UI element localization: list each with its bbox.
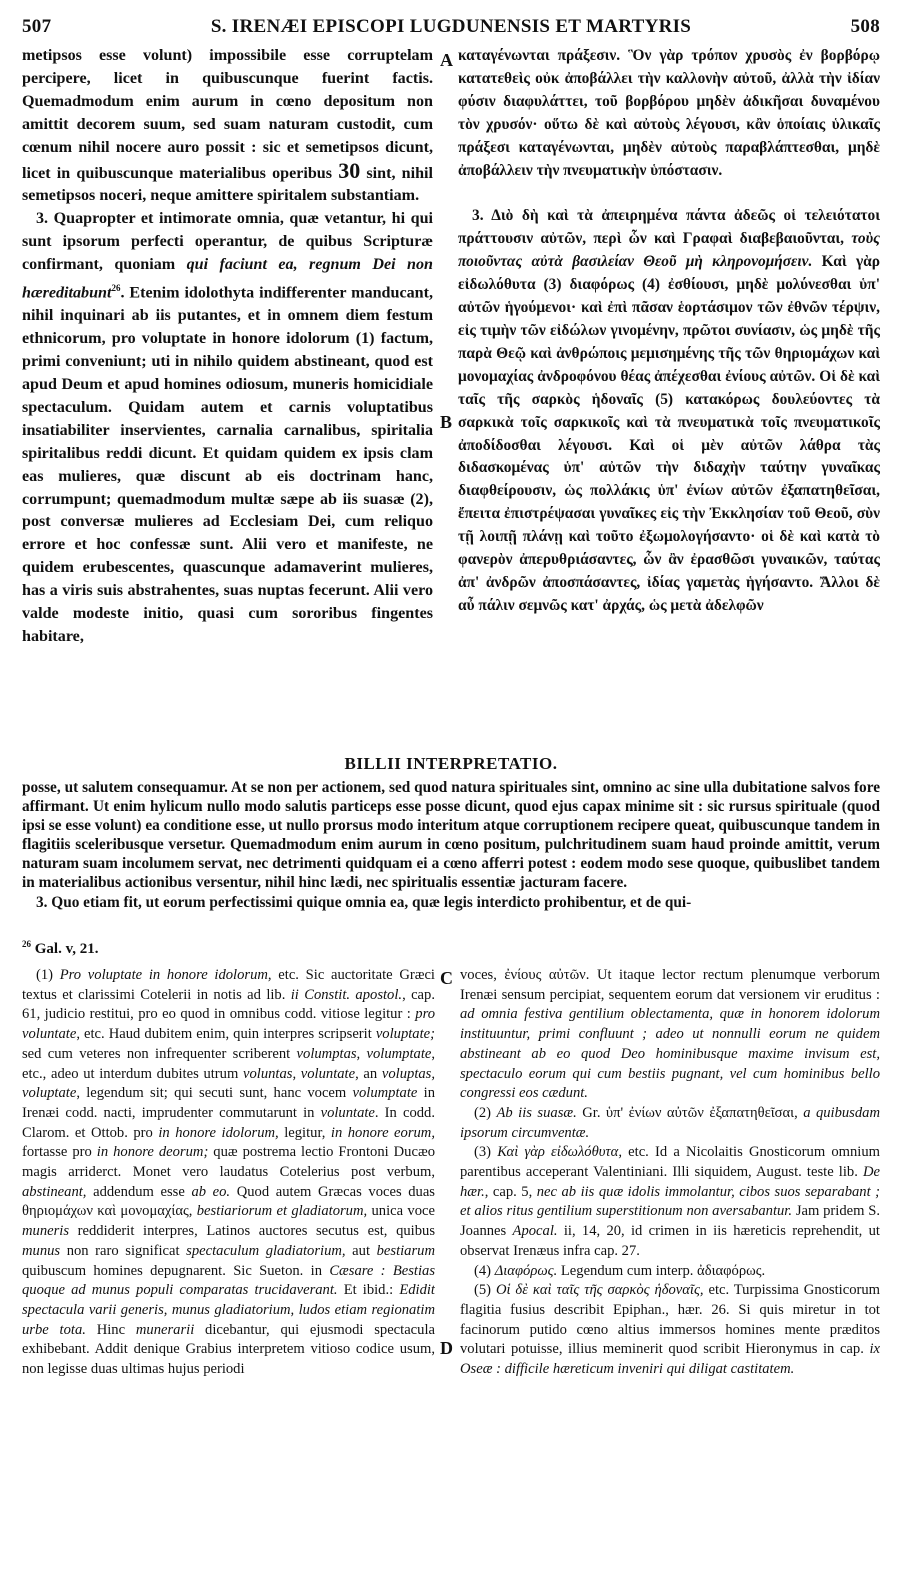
margin-marker-b: B	[440, 412, 453, 432]
note-1-text: Hinc	[96, 1321, 126, 1338]
note-5-lemma: Οἱ δὲ καὶ ταῖς τῆς σαρκὸς ἡδοναῖς,	[495, 1282, 704, 1299]
page-number-left: 507	[22, 16, 52, 37]
note-1-text: abstineant,	[22, 1183, 87, 1200]
notes-left-column	[22, 966, 435, 1526]
bilii-text	[22, 778, 880, 912]
note-2-lemma: Ab iis suasæ.	[496, 1104, 577, 1121]
note-1-text: addendum esse	[93, 1183, 185, 1200]
note-1-text: spectaculum gladiatorium,	[186, 1242, 346, 1259]
note-4-number: (4)	[474, 1262, 492, 1279]
note-1-text: legitur,	[284, 1124, 326, 1141]
note-1-text: . In codd. Clarom. et Ottob. pro	[22, 1104, 435, 1141]
greek-paragraph-2	[458, 205, 880, 617]
note-1-text: muneris	[22, 1223, 70, 1240]
note-1-text: pro voluntate	[22, 1006, 435, 1043]
bilii-paragraph-2: 3. Quo etiam fit, ut eorum perfectissimi quique omnia ea, quæ legis interdicto prohibentur, et de qui-	[36, 893, 692, 911]
note-5-number: (5)	[474, 1282, 492, 1299]
greek-column	[458, 45, 880, 751]
greek-scripture-quote: τοὺς ποιοῦντας αὐτὰ βασιλείαν Θεοῦ μὴ κληρονομήσειν.	[458, 230, 880, 271]
note-1-cont-text: ἐνίους αὐτῶν.	[504, 967, 590, 983]
note-4-text: Legendum cum interp. ἀδιαφόρως.	[560, 1262, 766, 1279]
running-header	[22, 16, 880, 44]
note-1-text: voluptate;	[375, 1026, 435, 1043]
note-1-text: quibuscum homines depugnarent. Sic Sueton. in	[22, 1262, 322, 1279]
note-3-text: De hær.	[460, 1164, 880, 1200]
note-1-text: unica voce	[371, 1203, 435, 1220]
latin-p1-text-b: sint, nihil semetipsos noceri, neque amittere spiritalem substantiam.	[22, 164, 433, 205]
note-1-text: in honore idolorum,	[158, 1124, 279, 1141]
note-1-text: , legendum sit; qui secuti sunt, hanc vocem	[76, 1085, 347, 1102]
latin-paragraph-1	[22, 45, 433, 208]
note-2-number: (2)	[474, 1104, 492, 1121]
note-1-text: dicebantur, qui ejusmodi spectacula exhibebant. Addit denique Grabius interpretem vitioso codice usum, non legisse duas ultimas hujus periodi	[22, 1321, 435, 1378]
bilii-footnote	[22, 939, 99, 958]
latin-footnote-ref: 26	[111, 283, 121, 294]
bilii-heading: BILLII INTERPRETATIO.	[344, 754, 558, 773]
latin-scripture-quote: qui faciunt ea, regnum Dei non hæreditabunt	[22, 256, 433, 302]
running-title: S. IRENÆI EPISCOPI LUGDUNENSIS ET MARTYRIS	[210, 16, 692, 37]
note-4-lemma: Διαφόρως.	[494, 1262, 558, 1279]
note-5	[460, 1281, 880, 1380]
note-1-text: etc. Sic auctoritate Græci textus et clarissimi Cotelerii in notis ad lib.	[22, 967, 435, 1003]
note-3-text: ii, 14, 20, id crimen in iis hæreticis reprehendit, ut observat Irenæus infra cap. 27.	[460, 1223, 880, 1259]
note-1-text: voluptas, voluptate	[22, 1065, 435, 1102]
margin-marker-c: C	[440, 968, 453, 988]
note-3-number: (3)	[474, 1144, 492, 1161]
greek-p2-text-b: Καὶ γὰρ εἰδωλόθυτα (3) διαφόρως (4) ἐσθίουσι, μηδὲ μολύνεσθαι ὑπ' αὐτῶν ἡγούμενοι· καὶ ἐπὶ πᾶσαν ἑορτάσιμον τῶν ἐθνῶν τέρψιν, εἰς τιμὴν τῶν εἰδώλων γινομένην, πρῶτοι συνίασιν, ὡς μηδὲ τῆς παρὰ Θεῷ καὶ ἀνθρώποις μεμισημένης τῆς τῶν θηριομάχων καὶ μονομαχίας ἀνδροφόνου θέας ἀπέχεσθαι ἐνίους αὐτῶν. Οἱ δὲ καὶ ταῖς τῆς σαρκὸς ἡδοναῖς (5) κατακόρως δουλεύοντες τὰ σαρκικὰ τοῖς σαρκικοῖς καὶ τὰ πνευματικὰ τοῖς πνευματικοῖς ἀποδίδοσθαι λέγουσι. Καὶ οἱ μὲν αὐτῶν λάθρα τὰς διδασκομένας ὑπ' αὐτῶν τὴν διδαχὴν ταύτην γυναῖκας διαφθείρουσιν, ὡς πολλάκις ὑπ' ἐνίων αὐτῶν ἐξαπατηθεῖσαι, ἔπειτα ἐπιστρέψασαι γυναῖκες εἰς τὴν Ἐκκλησίαν τοῦ Θεοῦ, σὺν τῇ λοιπῇ πλάνῃ καὶ τοῦτο ἐξωμολογήσαντο· οἱ δὲ καὶ κατὰ τὸ φανερὸν ἀπερυθριάσαντες, ὧν ἂν ἐρασθῶσι γυναικῶν, ταύτας ἀπ' ἀνδρῶν ἀποσπάσαντες, ἰδίας γαμετὰς ἡγήσαντο. Ἄλλοι δὲ αὖ πάλιν σεμνῶς κατ' ἀρχάς, ὡς μετὰ ἀδελφῶν	[458, 253, 880, 614]
note-1-text: voluntate	[320, 1104, 375, 1121]
bilii-footnote-text: Gal. v, 21.	[34, 941, 99, 957]
note-1-cont-text: ad omnia festiva gentilium oblectamenta, quæ in honorem idolorum instituuntur, primi confluunt ; adeo ut nonnulli eorum ne quidem abstineant ab eo quod Deo hominibusque maxime invisum est, spectaculo eorum qui cum bestiis pugnant, vel cum hominibus bello congressi eos cædunt.	[460, 1006, 880, 1102]
note-1-text: ii Constit. apostol.	[290, 986, 403, 1003]
note-1-lemma: Pro voluptate in honore idolorum,	[59, 967, 272, 983]
note-1-text: non raro significat	[66, 1242, 180, 1259]
note-1-text: volumptate	[352, 1085, 418, 1102]
note-2	[460, 1104, 880, 1143]
note-5-text: ix Oseæ : difficile hæreticum inveniri qui diligat castitatem.	[460, 1341, 880, 1378]
note-1-text: volumptas, volumptate	[296, 1045, 432, 1062]
note-1	[22, 966, 435, 1380]
note-1-text: bestiarum	[376, 1242, 435, 1259]
margin-marker-d: D	[440, 1338, 453, 1358]
note-1-cont-text: Ut itaque lector rectum plenumque verborum Irenæi sensum percipiat, sequentem eorum dat versionem vir eruditus :	[460, 967, 880, 1003]
latin-column	[22, 45, 433, 751]
note-1-text: in Irenæi codd. nacti, imprudenter commutarunt in	[22, 1085, 435, 1121]
note-1-text: in honore eorum,	[330, 1124, 435, 1141]
note-2-text: Gr. ὑπ' ἐνίων αὐτῶν ἐξαπατηθεῖσαι,	[582, 1104, 798, 1121]
note-1-continuation	[460, 966, 880, 1104]
notes-right-column	[460, 966, 880, 1526]
note-3-text: , cap. 5,	[484, 1183, 533, 1200]
greek-p2-text-a: 3. Διὸ δὴ καὶ τὰ ἀπειρημένα πάντα ἀδεῶς οἱ τελειότατοι πράττουσιν αὐτῶν, περὶ ὧν καὶ Γραφαὶ διαβεβαιοῦνται,	[458, 207, 880, 248]
bilii-paragraph-1: posse, ut salutem consequamur. At se non per actionem, sed quod natura spirituales sint, omnino ac sine ulla dubitatione salvos fore affirmant. Ut enim hylicum nullo modo salutis particeps esse posse dicunt, quod ejus capax minime sit : sic rursus spirituale (quod ipsi se esse volunt) ea conditione esse, ut nullo prorsus modo interitum atque corruptionem recipere queat, quibuscunque tandem in flagitiis sceleribusque versetur. Quemadmodum enim aurum in cœno positum, pulchritudinem suam haud proinde amittit, verum naturam suam incolumem servat, nec detrimenti quidquam ei a cœno afferri potest : eodem modo sese quoque, quibuslibet tandem in materialibus actionibus versentur, nihil hinc lædi, nec spiritualis essentiæ jacturam facere.	[22, 779, 880, 892]
margin-marker-a: A	[440, 50, 453, 70]
note-3-text: nec ab iis quæ idolis immolantur, cibos suos separabant ; et alios ritus gentilium superstitionum non aversabantur.	[460, 1183, 880, 1220]
note-1-text: Cæsare : Bestias quoque ad munus populi comparatas trucidaverant.	[22, 1262, 435, 1299]
note-1-text: quæ postrema lectio Frontoni Ducæo magis arriderct. Monet vero laudatus Cotelerius post verbum,	[22, 1144, 435, 1181]
note-1-text: ab eo.	[191, 1183, 231, 1200]
note-1-text: , etc., adeo ut interdum dubites utrum	[22, 1045, 435, 1082]
margin-number: 30	[338, 157, 361, 183]
greek-paragraph-1: καταγένωνται πράξεσιν. Ὃν γὰρ τρόπον χρυσὸς ἐν βορβόρῳ κατατεθεὶς οὐκ ἀποβάλλει τὴν καλλονὴν αὐτοῦ, ἀλλὰ τὴν ἰδίαν φύσιν διαφυλάττει, τοῦ βορβόρου μηδὲν ἀδικῆσαι δυναμένου τὸν χρυσόν· οὕτω δὲ καὶ αὐτοὺς λέγουσι, κἂν ὁποίαις ὑλικαῖς πράξεσι καταγένωνται, μηδὲν αὐτοὺς παραβλάπτεσθαι, μηδὲ ἀποβάλλειν τὴν πνευματικὴν ὑπόστασιν.	[458, 47, 880, 179]
note-1-text: aut	[352, 1242, 371, 1259]
bilii-footnote-number: 26	[22, 939, 31, 949]
note-3-text: etc. Id a Nicolaitis Gnosticorum omnium parentibus acceperant Valentiniani. Illi siquidem, August. teste lib.	[460, 1144, 880, 1181]
note-1-text: munus	[22, 1242, 61, 1259]
latin-p1-text-a: metipsos esse volunt) impossibile esse corruptelam percipere, licet in quibuscunque fuerint factis. Quemadmodum enim aurum in cœno depositum non amittit decorem suum, sed suam naturam custodit, cum cœnum nihil nocere auro possit : sic et semetipsos dicunt, licet in quibuscunque materialibus operibus	[22, 47, 433, 182]
note-1-number: (1)	[36, 967, 54, 983]
note-3-text: Apocal.	[512, 1223, 558, 1240]
latin-p2-text-a: 3. Quapropter et intimorate omnia, quæ vetantur, hi qui sunt ipsorum perfecti operantur, de quibus Scripturæ confirmant, quoniam	[22, 210, 433, 274]
note-1-cont-text: voces,	[460, 967, 497, 983]
note-1-text: bestiariorum et gladiatorum,	[196, 1203, 368, 1220]
note-1-text: , cap. 61, judicio restitui, pro eo quod in omnibus codd. vitiose legitur :	[22, 986, 435, 1023]
note-1-text: voluntas, voluntate	[243, 1065, 356, 1082]
note-3	[460, 1143, 880, 1261]
note-1-text: munerarii	[135, 1321, 195, 1338]
latin-paragraph-2	[22, 208, 433, 649]
note-1-text: Quod autem Græcas voces duas θηριομάχων καὶ μονομαχίας,	[22, 1183, 435, 1220]
note-1-text: in honore deorum;	[96, 1144, 209, 1161]
note-1-text: Et ibid.:	[343, 1282, 394, 1299]
note-1-text: , etc. Haud dubitem enim, quin interpres scripserit	[76, 1026, 372, 1043]
note-1-text: fortasse pro	[22, 1144, 92, 1161]
note-1-text: , an	[355, 1065, 378, 1082]
latin-p2-text-b: . Etenim idolothyta indifferenter manducant, nihil inquinari ab iis putantes, et in omnem diem festum ethnicorum, pro voluptate in honore idolorum (1) factum, primi conveniunt; uti in nihilo quidem abstineant, quod est apud Deum et apud homines odiosum, muneris homicidiale spectaculum. Quidam autem et carnis voluptatibus insatiabiliter inservientes, carnalia carnalibus, spiritalia spiritalibus reddi dicunt. Et quidam quidem ex ipsis clam eas mulieres, quæ discunt ab eis doctrinam hanc, corrumpunt; quemadmodum multæ sæpe ab iis suasæ (2), post conversæ mulieres ad Ecclesiam Dei, cum reliquo errore et hoc confessæ sunt. Alii vero et manifeste, ne quidem erubescentes, quascunque adamaverint mulieres, has a viris suis abstrahentes, suas nuptas fecerunt. Alii vero valde modeste initio, quasi cum sororibus fingentes habitare,	[22, 284, 433, 646]
page-number-right: 508	[850, 16, 880, 37]
note-2-text: a quibusdam ipsorum circumventæ.	[460, 1104, 880, 1141]
note-1-text: reddiderit interpres, Latinos auctores secutus est, quibus	[77, 1223, 435, 1240]
note-4	[460, 1262, 880, 1282]
note-1-text: sed cum veteres non infrequenter scriberent	[22, 1045, 291, 1062]
note-1-text: Edidit spectacula varii generis, munus gladiatorium, ludos etiam regionatim urbe tota.	[22, 1282, 435, 1338]
note-5-text: etc. Turpissima Gnosticorum flagitia fusius describit Epiphan., hær. 26. Si quis miretur in tot facinorum putido cœno altius immersos homines mente præditos volutari potuisse, illius meminerit quod scribit Hieronymus in cap.	[460, 1282, 880, 1358]
note-3-lemma: Καὶ γὰρ εἰδωλόθυτα,	[497, 1144, 622, 1161]
note-3-text: Jam pridem S. Joannes	[460, 1203, 880, 1240]
